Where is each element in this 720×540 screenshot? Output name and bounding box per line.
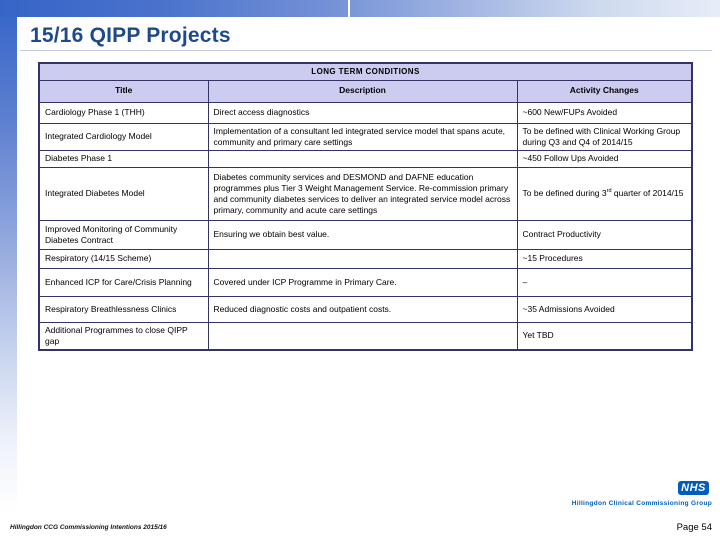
page-title: 15/16 QIPP Projects [30, 24, 231, 47]
table-row [39, 123, 692, 150]
table-cell-activity: Yet TBD [517, 322, 692, 350]
table-cell-activity: – [517, 268, 692, 296]
table-cell-description: Covered under ICP Programme in Primary Care. [208, 268, 517, 296]
table-column-header-activity: Activity Changes [517, 80, 692, 102]
table-row [39, 102, 692, 123]
table-cell-activity: ~15 Procedures [517, 249, 692, 268]
table-cell-title: Diabetes Phase 1 [39, 150, 208, 167]
table-cell-title: Respiratory (14/15 Scheme) [39, 249, 208, 268]
table-cell-activity: To be defined during 3rd quarter of 2014/15 [517, 167, 692, 220]
table-cell-description: Ensuring we obtain best value. [208, 220, 517, 249]
table-section-header-row [39, 63, 692, 80]
org-name: Hillingdon Clinical Commissioning Group [571, 500, 712, 507]
qipp-projects-table [38, 62, 693, 351]
table-cell-description: Diabetes community services and DESMOND and DAFNE education programmes plus Tier 3 Weight Management Service. Re-commission primary and community diabetes services to deliver an integrated service model across primary, community and acute care settings [208, 167, 517, 220]
title-underline [20, 50, 712, 51]
top-bar-divider [348, 0, 350, 17]
table-section-header: LONG TERM CONDITIONS [39, 63, 692, 80]
table-cell-title: Cardiology Phase 1 (THH) [39, 102, 208, 123]
table-column-header-title: Title [39, 80, 208, 102]
table-column-header-description: Description [208, 80, 517, 102]
table-cell-description: Reduced diagnostic costs and outpatient costs. [208, 296, 517, 322]
table-row [39, 249, 692, 268]
table-cell-title: Respiratory Breathlessness Clinics [39, 296, 208, 322]
table-cell-activity: ~600 New/FUPs Avoided [517, 102, 692, 123]
table-cell-title: Additional Programmes to close QIPP gap [39, 322, 208, 350]
footer-doc-title: Hillingdon CCG Commissioning Intentions 2015/16 [10, 524, 167, 531]
table-cell-title: Integrated Cardiology Model [39, 123, 208, 150]
table-cell-description: Direct access diagnostics [208, 102, 517, 123]
table-cell-description [208, 150, 517, 167]
table-cell-activity: ~35 Admissions Avoided [517, 296, 692, 322]
table-body [39, 102, 692, 350]
page-number: Page 54 [676, 522, 712, 533]
table-cell-activity: ~450 Follow Ups Avoided [517, 150, 692, 167]
table-cell-title: Improved Monitoring of Community Diabetes Contract [39, 220, 208, 249]
table-row [39, 322, 692, 350]
table-row [39, 268, 692, 296]
table-column-header-row [39, 80, 692, 102]
table-cell-title: Enhanced ICP for Care/Crisis Planning [39, 268, 208, 296]
table-cell-description [208, 322, 517, 350]
table-cell-description: Implementation of a consultant led integrated service model that spans acute, community and primary care settings [208, 123, 517, 150]
table-cell-activity: To be defined with Clinical Working Group during Q3 and Q4 of 2014/15 [517, 123, 692, 150]
table-row [39, 167, 692, 220]
table-row [39, 220, 692, 249]
table-cell-activity: Contract Productivity [517, 220, 692, 249]
nhs-logo: NHS [678, 481, 709, 495]
table-cell-description [208, 249, 517, 268]
table-row [39, 296, 692, 322]
left-gradient-bar [0, 0, 17, 540]
table-row [39, 150, 692, 167]
table-cell-title: Integrated Diabetes Model [39, 167, 208, 220]
top-gradient-bar [0, 0, 720, 17]
